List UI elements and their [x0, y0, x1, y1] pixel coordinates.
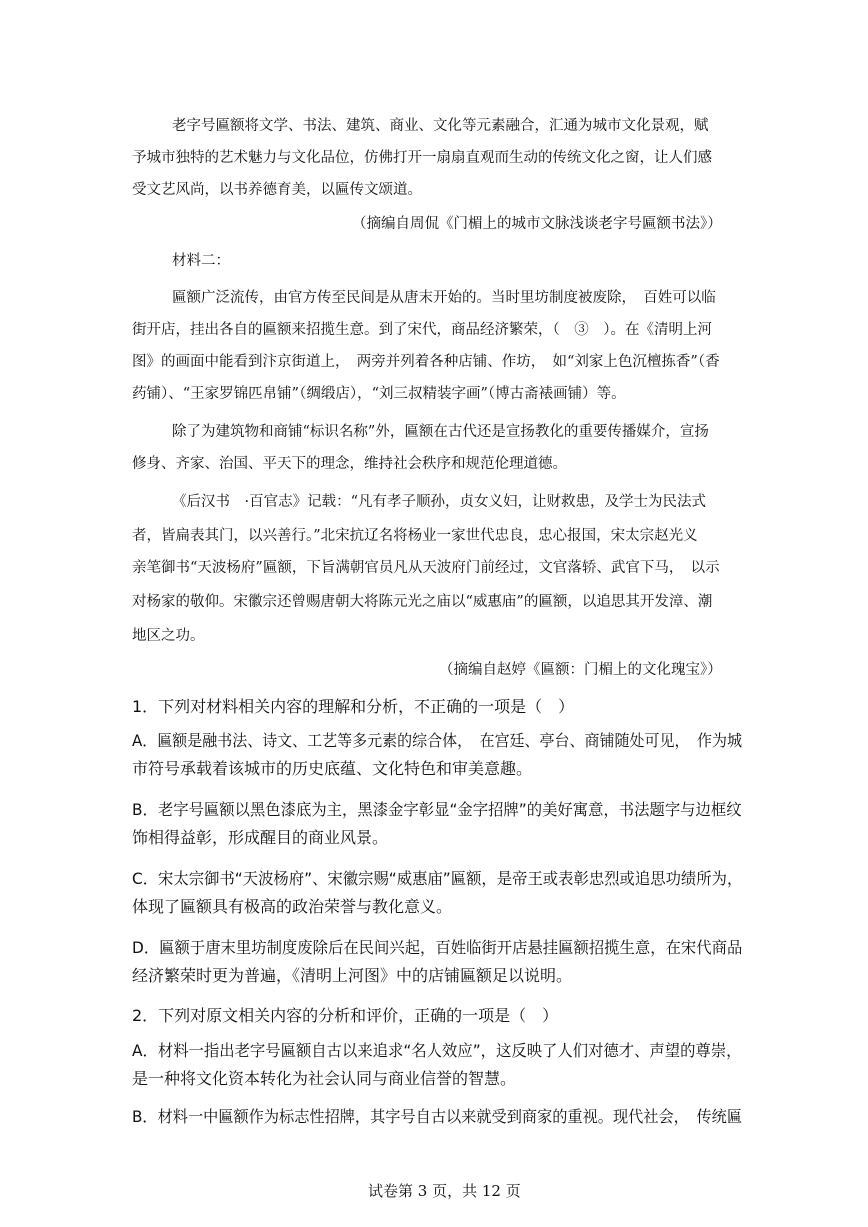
option-b-line: B．材料一中匾额作为标志性招牌，其字号自古以来就受到商家的重视。现代社会， 传统匾	[132, 1107, 742, 1126]
option-d-line: 经济繁荣时更为普遍，《清明上河图》中的店铺匾额足以说明。	[132, 966, 573, 985]
option-a-line: A．匾额是融书法、诗文、工艺等多元素的综合体， 在宫廷、亭台、商铺随处可见， 作为城	[132, 731, 742, 750]
paragraph-line: 图》的画面中能看到汴京街道上， 两旁并列着各种店铺、作坊， 如“刘家上色沉檀拣香”（香	[132, 354, 720, 370]
option-d-line: D．匾额于唐末里坊制度废除后在民间兴起，百姓临街开店悬挂匾额招揽生意，在宋代商品	[132, 938, 743, 957]
option-a-line: 是一种将文化资本转化为社会认同与商业信誉的智慧。	[132, 1069, 517, 1088]
paragraph-line: 匾额广泛流传，由官方传至民间是从唐末开始的。当时里坊制度被废除， 百姓可以临	[172, 290, 716, 306]
paragraph-line: 《后汉书 ·百官志》记载：“凡有孝子顺孙，贞女义妇，让财救患，及学士为民法式	[172, 494, 707, 510]
option-c-line: C．宋太宗御书“天波杨府”、宋徽宗赐“威惠庙”匾额，是帝王或表彰忠烈或追思功绩所为，	[132, 869, 743, 888]
option-b-line: 饰相得益彰，形成醒目的商业风景。	[132, 828, 389, 847]
option-a-line: A．材料一指出老字号匾额自古以来追求“名人效应”，这反映了人们对德才、声望的尊崇，	[132, 1041, 742, 1060]
paragraph-line: 修身、齐家、治国、平天下的理念，维持社会秩序和规范伦理道德。	[132, 456, 567, 472]
paragraph-line: 予城市独特的艺术魅力与文化品位，仿佛打开一扇扇直观而生动的传统文化之窗，让人们感	[132, 150, 712, 166]
paragraph-line: 对杨家的敬仰。宋徽宗还曾赐唐朝大将陈元光之庙以“威惠庙”的匾额，以追思其开发漳、潮	[132, 594, 713, 610]
paragraph-line: 药铺）、“王家罗锦匹帛铺”（绸缎店），“刘三叔精装字画”（博古斋裱画铺）等。	[132, 386, 626, 402]
option-c-line: 体现了匾额具有极高的政治荣誉与教化意义。	[132, 897, 453, 916]
paragraph-line: 亲笔御书“天波杨府”匾额，下旨满朝官员凡从天波府门前经过，文官落轿、武官下马， 以示	[132, 560, 720, 576]
question-stem: 1．下列对材料相关内容的理解和分析，不正确的一项是（ ）	[132, 697, 575, 716]
paragraph-line: 街开店，挂出各自的匾额来招揽生意。到了宋代，商品经济繁荣，（ ③ ）。在《清明上河	[132, 322, 712, 338]
option-a-line: 市符号承载着该城市的历史底蕴、文化特色和审美意趣。	[132, 759, 533, 778]
question-stem: 2．下列对原文相关内容的分析和评价，正确的一项是（ ）	[132, 1006, 559, 1025]
paragraph-line: 地区之功。	[132, 628, 205, 644]
paragraph-line: 除了为建筑物和商铺“标识名称”外，匾额在古代还是宣扬教化的重要传播媒介，宣扬	[172, 424, 709, 440]
section-heading: 材料二：	[172, 253, 230, 269]
paragraph-line: 受文艺风尚，以书养德育美，以匾传文颂道。	[132, 182, 422, 198]
page-footer: 试卷第 3 页，共 12 页	[368, 1182, 521, 1200]
source-citation: （摘编自赵婷《匾额：门楣上的文化瑰宝》）	[439, 662, 722, 678]
source-citation: （摘编自周侃《门楣上的城市文脉浅谈老字号匾额书法》）	[352, 216, 722, 232]
option-b-line: B．老字号匾额以黑色漆底为主，黑漆金字彰显“金字招牌”的美好寓意，书法题字与边框纹	[132, 800, 742, 819]
paragraph-line: 者，皆扁表其门，以兴善行。”北宋抗辽名将杨业一家世代忠良，忠心报国，宋太宗赵光义	[132, 528, 698, 544]
paragraph-line: 老字号匾额将文学、书法、建筑、商业、文化等元素融合，汇通为城市文化景观，赋	[172, 118, 709, 134]
